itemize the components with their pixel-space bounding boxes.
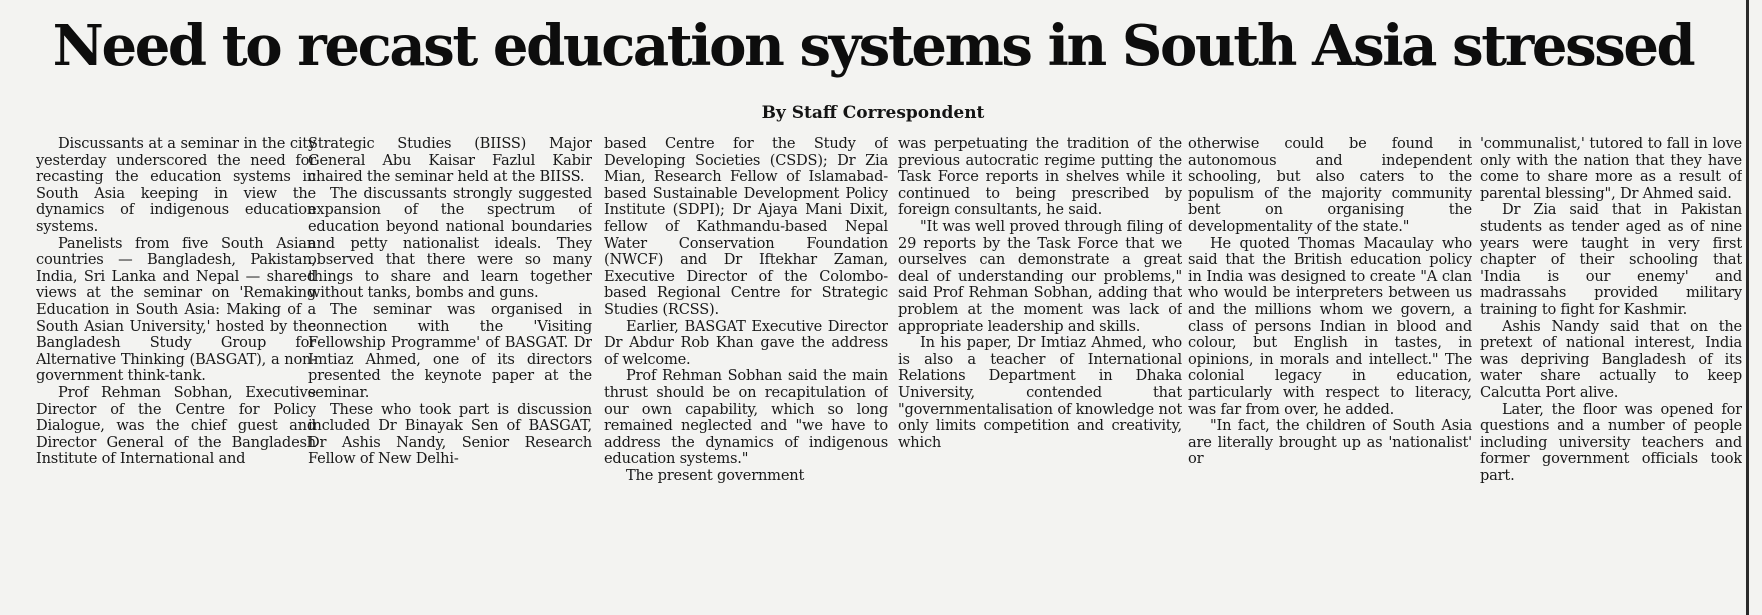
paragraph: "It was well proved through filing of 29 reports by the Task Force that we ourselves can demonstrate a great deal of understanding our problems," said Prof Rehman Sobhan, adding that problem at the moment was lack of appropriate leadership and skills. xyxy=(898,217,1182,335)
paragraph: based Centre for the Study of Developing Societies (CSDS); Dr Zia Mian, Research Fellow of Islamabad-based Sustainable Development Policy Institute (SDPI); Dr Ajaya Mani Dixit, fellow of Kathmandu-based Nepal Water Conservation Foundation (NWCF) and Dr Iftekhar Zaman, Executive Director of the Colombo-based Regional Centre for Strategic Studies (RCSS). xyxy=(604,136,888,318)
article-column-5 xyxy=(1188,136,1472,606)
article-column-4 xyxy=(898,136,1182,606)
article-column-1 xyxy=(36,136,316,606)
paragraph: Ashis Nandy said that on the pretext of national interest, India was depriving Bangladesh of its water share actually to keep Calcutta Port alive. xyxy=(1480,317,1742,401)
paragraph: He quoted Thomas Macaulay who said that the British education policy in India was designed to create "A clan who would be interpreters between us and the millions whom we govern, a class of persons Indian in blood and colour, but English in tastes, in opinions, in morals and intellect." The colonial legacy in education, particularly with respect to literacy, was far from over, he added. xyxy=(1188,234,1472,418)
paragraph: The discussants strongly suggested expansion of the spectrum of education beyond national boundaries and petty nationalist ideals. They observed that there were so many things to share and learn together without tanks, bombs and guns. xyxy=(308,184,592,302)
paragraph: In his paper, Dr Imtiaz Ahmed, who is also a teacher of International Relations Department in Dhaka University, contended that "governmentalisation of knowledge not only limits competition and creativity, which xyxy=(898,334,1182,451)
paragraph: Discussants at a seminar in the city yesterday underscored the need for recasting the education systems in South Asia keeping in view the dynamics of indigenous education systems. xyxy=(36,136,316,235)
paragraph: These who took part is discussion included Dr Binayak Sen of BASGAT, Dr Ashis Nandy, Senior Research Fellow of New Delhi- xyxy=(308,400,592,468)
right-border-rule xyxy=(1746,0,1749,615)
paragraph: Earlier, BASGAT Executive Director Dr Abdur Rob Khan gave the address of welcome. xyxy=(604,317,888,368)
paragraph: The seminar was organised in connection with the 'Visiting Fellowship Programme' of BASGAT. Dr Imtiaz Ahmed, one of its directors presented the keynote paper at the seminar. xyxy=(308,300,592,401)
paragraph: Strategic Studies (BIISS) Major General Abu Kaisar Fazlul Kabir chaired the seminar held at the BIISS. xyxy=(308,136,592,186)
paragraph: Dr Zia said that in Pakistan students as tender aged as of nine years were taught in very first chapter of their schooling that 'India is our enemy' and madrassahs provided military training to fight for Kashmir. xyxy=(1480,201,1742,318)
paragraph: Panelists from five South Asian countries — Bangladesh, Pakistan, India, Sri Lanka and Nepal — shared views at the seminar on 'Remaking Education in South Asia: Making of a South Asian University,' hosted by the Bangladesh Study Group for Alternative Thinking (BASGAT), a non-government think-tank. xyxy=(36,234,316,385)
paragraph: Prof Rehman Sobhan, Executive Director of the Centre for Policy Dialogue, was the chief guest and Director General of the Bangladesh Institute of International and xyxy=(36,383,316,468)
paragraph: Prof Rehman Sobhan said the main thrust should be on recapitulation of our own capability, which so long remained neglected and "we have to address the dynamics of indigenous education systems." xyxy=(604,367,888,468)
paragraph: The present government xyxy=(626,466,805,484)
article-column-3 xyxy=(604,136,888,606)
paragraph: otherwise could be found in autonomous and independent schooling, but also caters to the populism of the majority community bent on organising the developmentality of the state." xyxy=(1188,136,1472,235)
paragraph: was perpetuating the tradition of the previous autocratic regime putting the Task Force reports in shelves while it continued to being prescribed by foreign consultants, he said. xyxy=(898,136,1182,219)
paragraph: Later, the floor was opened for questions and a number of people including university teachers and former government officials took part. xyxy=(1480,400,1742,484)
byline: By Staff Correspondent xyxy=(761,103,985,123)
article-column-6 xyxy=(1480,136,1742,606)
article-column-2 xyxy=(308,136,592,606)
headline: Need to recast education systems in South Asia stressed xyxy=(52,13,1694,79)
paragraph: 'communalist,' tutored to fall in love only with the nation that they have come to share more as a result of parental blessing", Dr Ahmed said. xyxy=(1480,136,1742,202)
paragraph: "In fact, the children of South Asia are literally brought up as 'nationalist' or xyxy=(1188,417,1472,468)
